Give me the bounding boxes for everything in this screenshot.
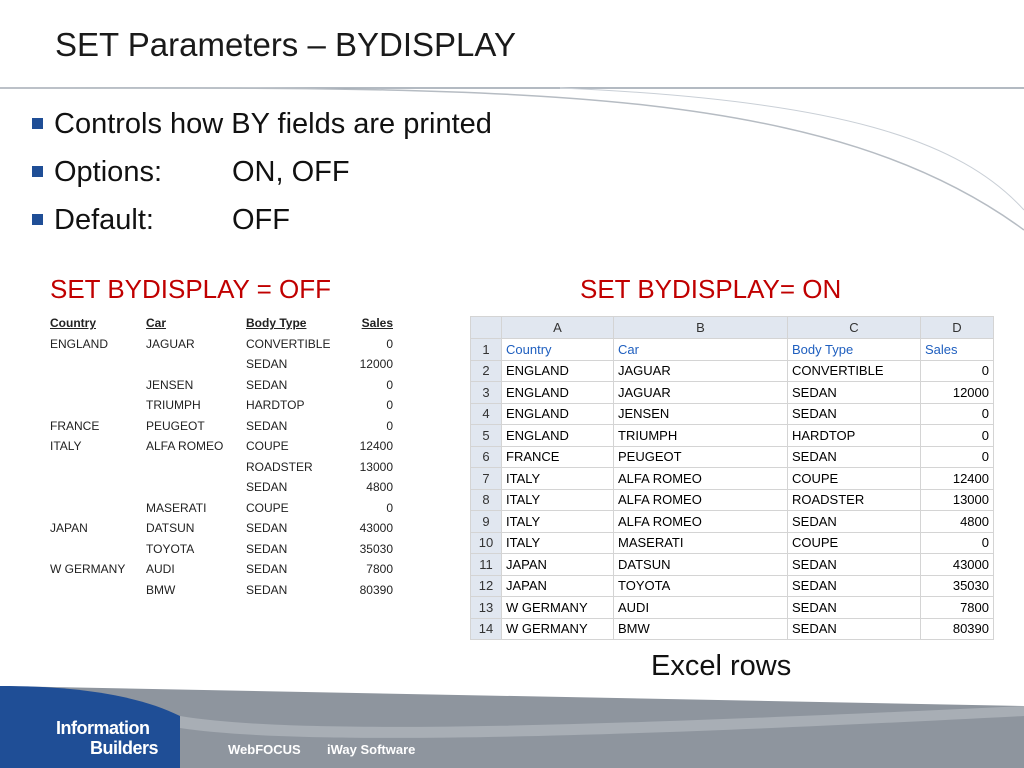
excel-cell[interactable]: ENGLAND [502,382,614,404]
report-country: ITALY [50,439,82,453]
report-body-type: ROADSTER [246,459,313,474]
excel-cell[interactable]: TOYOTA [614,575,788,597]
report-sales: 0 [386,418,393,433]
footer-product-webfocus: WebFOCUS [228,742,301,757]
excel-data-row [471,554,994,576]
excel-cell[interactable]: ROADSTER [788,489,921,511]
report-sales: 7800 [366,562,393,576]
report-country: ENGLAND [50,336,109,351]
report-car: DATSUN [146,521,195,535]
report-sales: 80390 [359,582,393,597]
excel-cell[interactable]: 0 [921,446,994,468]
header-country: Country [50,316,96,330]
excel-cell[interactable]: 80390 [921,618,994,640]
bullet-label: Default: [54,204,154,236]
report-car: MASERATI [146,500,207,515]
report-body-type: SEDAN [246,418,288,433]
report-sales: 0 [386,336,393,351]
header-sales: Sales [361,316,393,330]
excel-header-row [471,339,994,361]
excel-data-row [471,575,994,597]
excel-data-row [471,618,994,640]
header-body-type: Body Type [246,316,307,330]
excel-cell[interactable]: SEDAN [788,597,921,619]
excel-cell[interactable]: 4800 [921,511,994,533]
excel-cell[interactable]: SEDAN [788,403,921,425]
report-car: ALFA ROMEO [146,439,224,453]
report-body-type: SEDAN [246,377,288,392]
report-body-type: SEDAN [246,357,288,371]
excel-cell[interactable]: Car [614,339,788,361]
excel-cell[interactable]: AUDI [614,597,788,619]
excel-data-row [471,360,994,382]
report-body-type: COUPE [246,500,289,515]
column-letter[interactable]: C [788,317,921,339]
excel-cell[interactable]: SEDAN [788,511,921,533]
row-number[interactable]: 6 [471,446,502,468]
excel-cell[interactable]: HARDTOP [788,425,921,447]
report-body-type: HARDTOP [246,398,305,412]
excel-cell[interactable]: Sales [921,339,994,361]
excel-cell[interactable]: SEDAN [788,446,921,468]
excel-cell[interactable]: ITALY [502,489,614,511]
excel-data-row [471,468,994,490]
row-number[interactable]: 10 [471,532,502,554]
excel-data-row [471,446,994,468]
report-car: AUDI [146,562,175,576]
row-number[interactable]: 11 [471,554,502,576]
report-body-type: SEDAN [246,480,288,494]
report-body-type: SEDAN [246,521,288,535]
report-body-type: CONVERTIBLE [246,336,331,351]
bullet-value: OFF [232,204,290,236]
bullet-value: ON, OFF [232,156,350,188]
report-sales: 0 [386,377,393,392]
excel-cell[interactable]: 12000 [921,382,994,404]
report-body-type: SEDAN [246,582,288,597]
excel-cell[interactable]: SEDAN [788,618,921,640]
excel-cell[interactable]: ENGLAND [502,360,614,382]
excel-cell[interactable]: W GERMANY [502,597,614,619]
excel-cell[interactable]: JAGUAR [614,382,788,404]
report-sales: 4800 [366,480,393,494]
company-logo-line1: Information [56,718,150,738]
excel-cell[interactable]: ITALY [502,532,614,554]
excel-cell[interactable]: 7800 [921,597,994,619]
excel-cell[interactable]: COUPE [788,468,921,490]
excel-cell[interactable]: CONVERTIBLE [788,360,921,382]
bullet-square-icon [32,118,43,129]
excel-data-row [471,597,994,619]
excel-cell[interactable]: ITALY [502,468,614,490]
excel-cell[interactable]: Country [502,339,614,361]
excel-cell[interactable]: JAPAN [502,554,614,576]
excel-cell[interactable]: ENGLAND [502,403,614,425]
slide-title: SET Parameters – BYDISPLAY [55,26,516,63]
excel-cell[interactable]: DATSUN [614,554,788,576]
excel-cell[interactable]: 13000 [921,489,994,511]
excel-data-row [471,532,994,554]
header-car: Car [146,316,167,330]
off-heading: SET BYDISPLAY = OFF [50,274,332,304]
excel-cell[interactable]: JAGUAR [614,360,788,382]
excel-cell[interactable]: TRIUMPH [614,425,788,447]
excel-cell[interactable]: COUPE [788,532,921,554]
report-body-type: SEDAN [246,541,288,556]
report-car: JENSEN [146,377,194,392]
excel-cell[interactable]: SEDAN [788,554,921,576]
column-letter[interactable]: A [502,317,614,339]
excel-cell[interactable]: 0 [921,532,994,554]
report-car: PEUGEOT [146,418,205,433]
row-number[interactable]: 8 [471,489,502,511]
report-sales: 35030 [359,541,393,556]
report-sales: 43000 [359,521,393,535]
excel-cell[interactable]: 35030 [921,575,994,597]
excel-caption: Excel rows [651,650,792,682]
company-logo-line2: Builders [90,738,159,758]
excel-cell[interactable]: 0 [921,360,994,382]
excel-data-row [471,489,994,511]
row-number[interactable]: 9 [471,511,502,533]
report-sales: 12000 [359,357,393,371]
bullet-label: Options: [54,156,162,188]
footer-product-iway: iWay Software [327,742,416,757]
excel-cell[interactable]: PEUGEOT [614,446,788,468]
excel-sheet [470,316,994,640]
excel-data-row [471,511,994,533]
excel-cell[interactable]: ENGLAND [502,425,614,447]
row-number[interactable]: 3 [471,382,502,404]
excel-cell[interactable]: MASERATI [614,532,788,554]
excel-cell[interactable]: BMW [614,618,788,640]
excel-cell[interactable]: W GERMANY [502,618,614,640]
excel-cell[interactable]: ALFA ROMEO [614,511,788,533]
excel-column-header-row [471,317,994,339]
on-heading: SET BYDISPLAY= ON [580,274,842,304]
report-sales: 0 [386,398,393,412]
excel-cell[interactable]: SEDAN [788,575,921,597]
excel-data-row [471,425,994,447]
excel-cell[interactable]: 0 [921,425,994,447]
excel-cell[interactable]: 12400 [921,468,994,490]
excel-cell[interactable]: JENSEN [614,403,788,425]
report-country: FRANCE [50,418,100,433]
report-sales: 0 [386,500,393,515]
excel-cell[interactable]: 0 [921,403,994,425]
row-number[interactable]: 2 [471,360,502,382]
excel-cell[interactable]: Body Type [788,339,921,361]
bullet-square-icon [32,166,43,177]
report-country: W GERMANY [50,562,126,576]
excel-cell[interactable]: FRANCE [502,446,614,468]
row-number[interactable]: 4 [471,403,502,425]
bullet-square-icon [32,214,43,225]
excel-cell[interactable]: ALFA ROMEO [614,489,788,511]
column-letter[interactable]: D [921,317,994,339]
excel-data-row [471,382,994,404]
report-sales: 12400 [359,439,393,453]
report-car: BMW [146,582,176,597]
report-body-type: COUPE [246,439,289,453]
report-car: TOYOTA [146,541,195,556]
excel-cell[interactable]: ITALY [502,511,614,533]
column-letter[interactable]: B [614,317,788,339]
excel-cell[interactable]: JAPAN [502,575,614,597]
report-country: JAPAN [50,521,88,535]
report-car: JAGUAR [146,336,195,351]
row-number[interactable]: 7 [471,468,502,490]
select-all-corner[interactable] [471,317,502,339]
excel-cell[interactable]: 43000 [921,554,994,576]
excel-cell[interactable]: SEDAN [788,382,921,404]
excel-data-row [471,403,994,425]
row-number[interactable]: 5 [471,425,502,447]
row-number[interactable]: 14 [471,618,502,640]
report-car: TRIUMPH [146,398,201,412]
excel-cell[interactable]: ALFA ROMEO [614,468,788,490]
bullet-label: Controls how BY fields are printed [54,108,492,140]
report-sales: 13000 [359,459,393,474]
row-number[interactable]: 1 [471,339,502,361]
report-body-type: SEDAN [246,562,288,576]
row-number[interactable]: 13 [471,597,502,619]
row-number[interactable]: 12 [471,575,502,597]
